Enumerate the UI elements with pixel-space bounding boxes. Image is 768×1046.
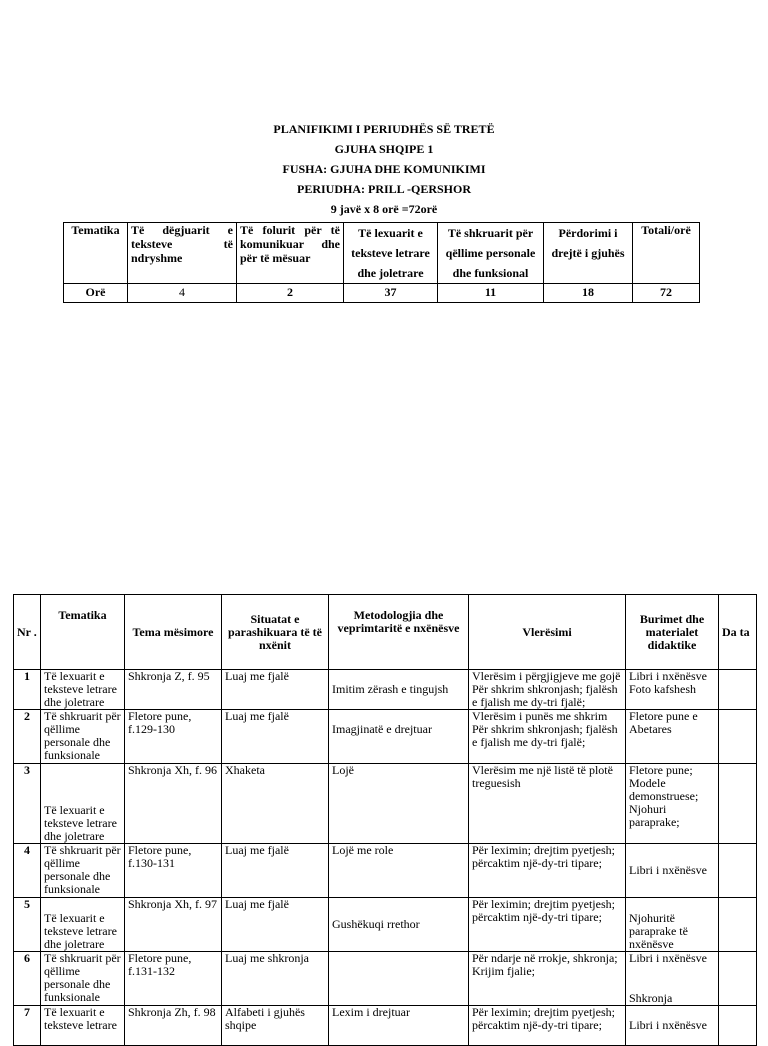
summary-data-row [64, 284, 700, 303]
plan-cell-data [719, 710, 757, 764]
document-heading [0, 119, 768, 219]
summary-cell: 4 [128, 284, 237, 303]
heading-hours: 9 javë x 8 orë =72orë [330, 202, 438, 216]
summary-header-cell: Të dëgjuarit e teksteve të ndryshme [128, 223, 237, 284]
plan-header-tematika: Tematika [41, 595, 125, 670]
plan-header-row [14, 595, 757, 670]
plan-header-tema: Tema mësimore [125, 595, 222, 670]
plan-cell-tema: Shkronja Xh, f. 97 [125, 898, 222, 952]
plan-cell-burimet-line1: Libri i nxënësve [629, 951, 707, 965]
plan-cell-metodologjia: Lojë me role [329, 844, 469, 898]
plan-cell-vleresimi: Për leximin; drejtim pyetjesh; përcaktim një-dy-tri tipare; [469, 898, 626, 952]
plan-cell-situata: Xhaketa [222, 764, 329, 844]
plan-cell-metodologjia [329, 952, 469, 1006]
plan-cell-metodologjia: Imagjinatë e drejtuar [329, 710, 469, 764]
summary-cell: 11 [438, 284, 544, 303]
plan-cell-tema: Shkronja Xh, f. 96 [125, 764, 222, 844]
plan-cell-burimet: Njohuritë paraprake të nxënësve [626, 898, 719, 952]
plan-cell-data [719, 952, 757, 1006]
summary-cell: 72 [633, 284, 700, 303]
summary-table [63, 222, 700, 303]
plan-cell-tema: Shkronja Zh, f. 98 [125, 1006, 222, 1046]
plan-cell-situata: Luaj me fjalë [222, 670, 329, 710]
heading-period: PERIUDHA: PRILL -QERSHOR [296, 182, 472, 196]
summary-header-cell: Të lexuarit e teksteve letrare dhe joletrare [344, 223, 438, 284]
plan-cell-situata: Luaj me fjalë [222, 898, 329, 952]
plan-cell-data [719, 764, 757, 844]
plan-row [14, 764, 757, 844]
plan-cell-tema: Shkronja Z, f. 95 [125, 670, 222, 710]
plan-header-nr: Nr . [14, 595, 41, 670]
summary-header-cell: Totali/orë [633, 223, 700, 284]
plan-header-vleresimi: Vlerësimi [469, 595, 626, 670]
plan-cell-burimet: Fletore pune e Abetares [626, 710, 719, 764]
plan-header-burimet: Burimet dhe materialet didaktike [626, 595, 719, 670]
plan-cell-tematika: Të shkruarit për qëllime personale dhe funksionale [41, 952, 125, 1006]
plan-cell-tematika: Të lexuarit e teksteve letrare dhe joletrare [41, 670, 125, 710]
plan-cell-burimet: Libri i nxënësve [626, 844, 719, 898]
plan-cell-nr: 7 [14, 1006, 41, 1046]
plan-cell-nr: 3 [14, 764, 41, 844]
plan-cell-vleresimi: Për leximin; drejtim pyetjesh; përcaktim një-dy-tri tipare; [469, 844, 626, 898]
plan-cell-nr: 4 [14, 844, 41, 898]
plan-cell-nr: 1 [14, 670, 41, 710]
plan-row [14, 952, 757, 1006]
heading-subject: GJUHA SHQIPE 1 [334, 142, 434, 156]
heading-title: PLANIFIKIMI I PERIUDHËS SË TRETË [273, 122, 495, 136]
plan-header-metodologjia: Metodologjia dhe veprimtaritë e nxënësve [329, 595, 469, 670]
plan-cell-nr: 5 [14, 898, 41, 952]
plan-row [14, 898, 757, 952]
plan-cell-vleresimi: Vlerësim i përgjigjeve me gojë Për shkrim shkronjash; fjalësh e fjalish me dy-tri fjalë; [469, 670, 626, 710]
summary-cell: 37 [344, 284, 438, 303]
plan-cell-tema: Fletore pune, f.131-132 [125, 952, 222, 1006]
plan-cell-burimet [626, 952, 719, 1006]
plan-cell-metodologjia: Lexim i drejtuar [329, 1006, 469, 1046]
plan-cell-vleresimi: Për leximin; drejtim pyetjesh; përcaktim një-dy-tri tipare; [469, 1006, 626, 1046]
plan-cell-vleresimi: Vlerësim i punës me shkrim Për shkrim shkronjash; fjalësh e fjalish me dy-tri fjalë; [469, 710, 626, 764]
plan-cell-burimet: Libri i nxënësve [626, 1006, 719, 1046]
plan-cell-tematika: Të lexuarit e teksteve letrare dhe joletrare [41, 898, 125, 952]
plan-cell-data [719, 898, 757, 952]
plan-header-data: Da ta [719, 595, 757, 670]
plan-cell-tema: Fletore pune, f.129-130 [125, 710, 222, 764]
plan-row [14, 844, 757, 898]
summary-header-cell: Tematika [64, 223, 128, 284]
plan-row [14, 670, 757, 710]
plan-cell-tema: Fletore pune, f.130-131 [125, 844, 222, 898]
plan-cell-metodologjia: Imitim zërash e tingujsh [329, 670, 469, 710]
plan-cell-data [719, 844, 757, 898]
plan-cell-metodologjia: Lojë [329, 764, 469, 844]
summary-cell: 2 [237, 284, 344, 303]
plan-row [14, 1006, 757, 1046]
plan-cell-metodologjia: Gushëkuqi rrethor [329, 898, 469, 952]
plan-cell-burimet: Fletore pune; Modele demonstruese; Njohuri paraprake; [626, 764, 719, 844]
summary-header-cell: Përdorimi i drejtë i gjuhës [544, 223, 633, 284]
lesson-plan-table [13, 594, 757, 1046]
plan-cell-vleresimi: Vlerësim me një listë të plotë treguesish [469, 764, 626, 844]
plan-cell-vleresimi: Për ndarje në rrokje, shkronja; Krijim fjalie; [469, 952, 626, 1006]
plan-cell-nr: 2 [14, 710, 41, 764]
plan-cell-tematika: Të shkruarit për qëllime personale dhe funksionale [41, 844, 125, 898]
plan-cell-data [719, 670, 757, 710]
summary-cell: Orë [64, 284, 128, 303]
plan-cell-situata: Luaj me fjalë [222, 710, 329, 764]
plan-cell-burimet: Libri i nxënësve Foto kafshesh [626, 670, 719, 710]
plan-cell-situata: Luaj me shkronja [222, 952, 329, 1006]
plan-cell-tematika: Të lexuarit e teksteve letrare dhe joletrare [41, 764, 125, 844]
summary-header-cell: Të folurit për të komunikuar dhe për të mësuar [237, 223, 344, 284]
summary-cell: 18 [544, 284, 633, 303]
plan-cell-situata: Luaj me fjalë [222, 844, 329, 898]
summary-header-row [64, 223, 700, 284]
plan-cell-situata: Alfabeti i gjuhës shqipe [222, 1006, 329, 1046]
plan-cell-nr: 6 [14, 952, 41, 1006]
summary-header-cell: Të shkruarit për qëllime personale dhe funksional [438, 223, 544, 284]
plan-row [14, 710, 757, 764]
plan-cell-tematika: Të shkruarit për qëllime personale dhe funksionale [41, 710, 125, 764]
plan-cell-tematika: Të lexuarit e teksteve letrare [41, 1006, 125, 1046]
plan-header-situata: Situatat e parashikuara të të nxënit [222, 595, 329, 670]
heading-field: FUSHA: GJUHA DHE KOMUNIKIMI [282, 162, 486, 176]
plan-cell-burimet-line2: Shkronja [629, 991, 673, 1005]
plan-cell-data [719, 1006, 757, 1046]
